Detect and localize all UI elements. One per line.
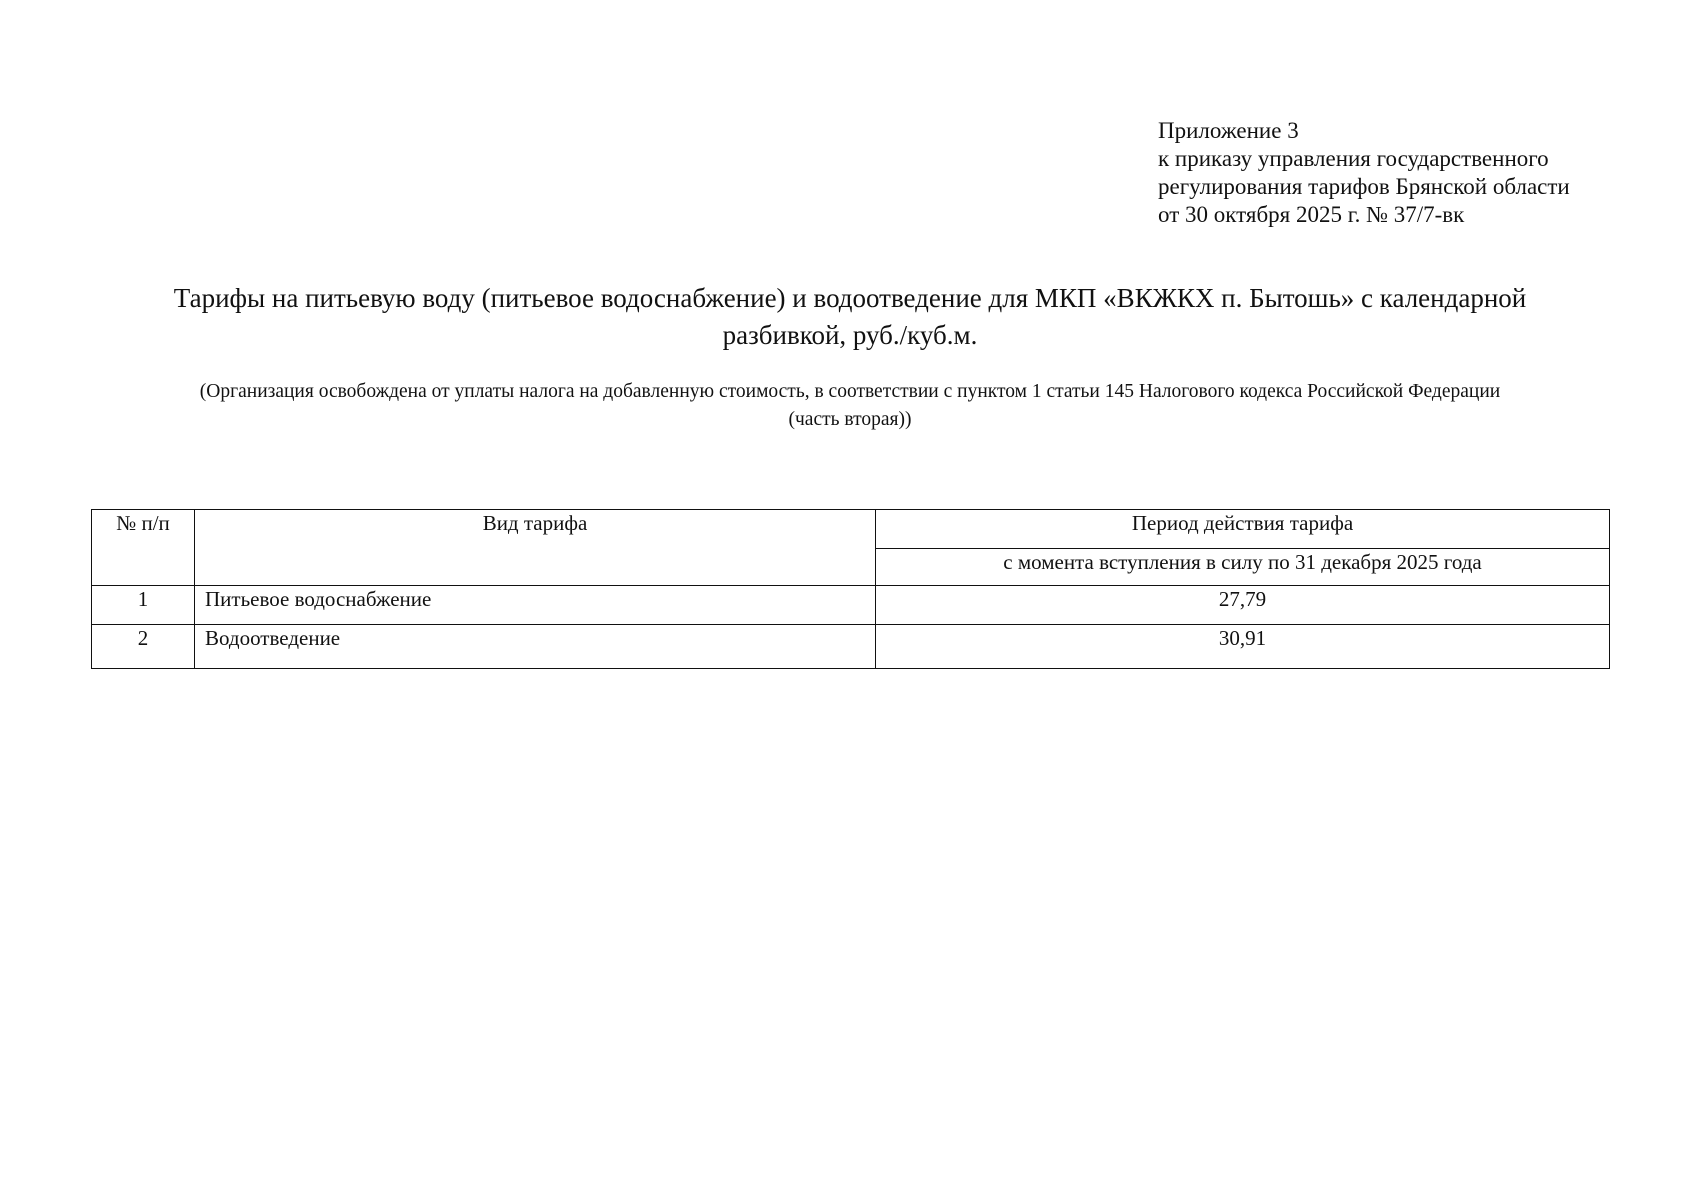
row-num: 2	[92, 625, 195, 669]
row-num: 1	[92, 586, 195, 625]
annex-block	[1158, 117, 1570, 229]
row-value: 27,79	[876, 586, 1610, 625]
table-header-row	[92, 510, 1610, 549]
header-period: Период действия тарифа	[876, 510, 1610, 549]
row-kind: Водоотведение	[195, 625, 876, 669]
header-num: № п/п	[92, 510, 195, 586]
row-value: 30,91	[876, 625, 1610, 669]
annex-line: от 30 октября 2025 г. № 37/7-вк	[1158, 202, 1465, 227]
note-line: (часть вторая))	[788, 409, 912, 430]
annex-line: регулирования тарифов Брянской области	[1158, 174, 1570, 199]
header-kind: Вид тарифа	[195, 510, 876, 586]
table-row	[92, 586, 1610, 625]
tariff-table	[91, 509, 1610, 669]
document-title	[90, 280, 1610, 354]
header-period-sub: с момента вступления в силу по 31 декабря 2025 года	[876, 549, 1610, 586]
title-line: разбивкой, руб./куб.м.	[722, 320, 978, 350]
note-line: (Организация освобождена от уплаты налога на добавленную стоимость, в соответствии с пунктом 1 статьи 145 Налогового кодекса Российской Федерации	[199, 381, 1501, 402]
row-kind: Питьевое водоснабжение	[195, 586, 876, 625]
annex-line: к приказу управления государственного	[1158, 146, 1549, 171]
table-row	[92, 625, 1610, 669]
annex-line: Приложение 3	[1158, 118, 1299, 143]
title-line: Тарифы на питьевую воду (питьевое водоснабжение) и водоотведение для МКП «ВКЖКХ п. Бытошь» с календарной	[173, 283, 1527, 313]
vat-note	[90, 378, 1610, 434]
